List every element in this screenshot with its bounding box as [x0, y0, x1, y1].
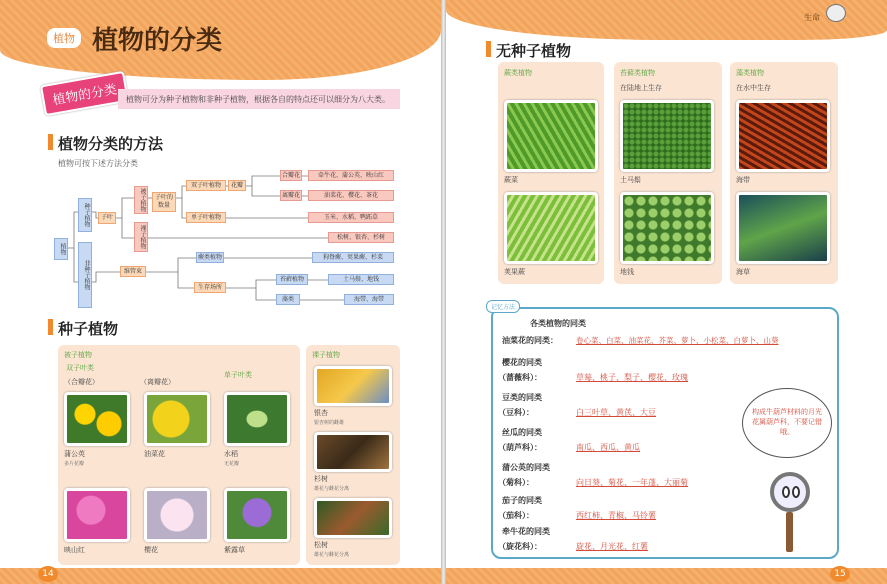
- mem-4-family: （菊科）：: [498, 478, 534, 487]
- intro-text: 植物可分为种子植物和非种子植物，根据各自的特点还可以细分为八大类。: [118, 89, 400, 109]
- algae-title: 藻类植物: [736, 69, 764, 77]
- mem-6-value: 旋花、月光花、红薯: [576, 542, 648, 551]
- algae-desc: 在水中生存: [736, 84, 771, 92]
- tree-angiosperm: 被子植物: [134, 186, 148, 214]
- tree-li: 离瓣花: [282, 192, 301, 199]
- algae-item-1: 海带: [736, 176, 750, 184]
- monocot-label: 单子叶类: [224, 371, 252, 379]
- plant-1-caption: 蒲公英 多片花瓣: [64, 450, 85, 467]
- fern-item-2: 荚果蕨: [504, 268, 525, 276]
- left-page: [0, 0, 441, 584]
- section-badge: 植物的分类: [40, 71, 129, 116]
- tree-habitat: 生存场所: [194, 282, 226, 293]
- gym-2-caption: 杉树 雄花与雌花分离: [314, 475, 350, 492]
- seed-heading: 种子植物: [48, 318, 118, 339]
- mem-1-family: （蔷薇科）：: [498, 373, 542, 382]
- mem-5-key: 茄子的同类: [502, 496, 542, 505]
- photo-ostrich-fern: [504, 192, 598, 264]
- photo-bracken: [504, 100, 598, 172]
- magnifier-handle: [786, 512, 793, 552]
- tree-seed-plants: 种子植物: [78, 198, 92, 232]
- mem-5-family: （茄科）：: [498, 511, 534, 520]
- tree-connectors: [0, 0, 441, 320]
- tree-gymnosperm: 裸子植物: [134, 222, 148, 252]
- choripetal-label: （离瓣花）: [140, 378, 175, 386]
- photo-azalea: [64, 488, 130, 542]
- mem-2-family: （豆科）：: [498, 408, 534, 417]
- tree-result-7: 海带、海带: [344, 294, 394, 305]
- tree-result-3: 玉米、水稻、鸭跖草: [308, 212, 394, 223]
- mem-5-value: 西红柿、青椒、马铃薯: [576, 511, 656, 520]
- photo-rice: [224, 392, 290, 446]
- sympetal-label: （合瓣花）: [64, 378, 99, 386]
- tree-nonseed-plants: 非种子植物: [78, 242, 92, 308]
- magnifier-icon: [770, 472, 810, 512]
- speech-bubble: 构成牛葫芦材料的月光花属葫芦科，不要记错哦。: [742, 388, 832, 458]
- mem-3-key: 丝瓜的同类: [502, 428, 542, 437]
- gymnosperm-title: 裸子植物: [312, 351, 340, 359]
- photo-cherry: [144, 488, 210, 542]
- mem-0-value: 卷心菜、白菜、油菜花、芥菜、萝卜、小松菜、白萝卜、山葵: [576, 336, 779, 345]
- mem-1-key: 樱花的同类: [502, 358, 542, 367]
- bottom-wave-decoration: [0, 568, 441, 584]
- photo-cedar: [314, 432, 392, 472]
- photo-dandelion: [64, 392, 130, 446]
- memory-tag: 记忆方法: [486, 300, 520, 313]
- tree-result-6: 土马鬃、地钱: [328, 274, 394, 285]
- category-tag: 植物: [47, 28, 81, 48]
- plant-5-caption: 樱花: [144, 546, 158, 554]
- mem-3-value: 南瓜、西瓜、黄瓜: [576, 443, 640, 452]
- photo-spiderwort: [224, 488, 290, 542]
- tree-moss: 苔藓植物: [276, 274, 308, 285]
- moss-title: 苔藓类植物: [620, 69, 655, 77]
- tree-vascular: 维管束: [120, 266, 146, 277]
- tree-he: 合瓣花: [282, 172, 301, 179]
- mem-4-key: 蒲公英的同类: [502, 463, 550, 472]
- page-title: 植物的分类: [92, 26, 223, 56]
- tree-ziye-count: 子叶的数量: [152, 192, 176, 212]
- plant-2-caption: 油菜花: [144, 450, 165, 458]
- page-number: 15: [830, 566, 850, 582]
- tree-dicot: 双子叶植物: [186, 180, 226, 191]
- photo-ginkgo: [314, 366, 392, 406]
- life-icon: [826, 4, 846, 22]
- tree-result-4: 松树、银杏、杉树: [328, 232, 394, 243]
- tree-ziye: 子叶: [98, 212, 116, 224]
- moss-item-1: 土马鬃: [620, 176, 641, 184]
- tree-result-5: 狗脊蕨、荚果蕨、杉菜: [312, 252, 394, 263]
- photo-seagrass: [736, 192, 830, 264]
- dicot-label: 双子叶类: [66, 364, 94, 372]
- fern-title: 蕨类植物: [504, 69, 532, 77]
- tree-result-1: 牵牛花、蒲公英、映山红: [308, 170, 394, 181]
- moss-item-2: 地钱: [620, 268, 634, 276]
- photo-kelp: [736, 100, 830, 172]
- mem-3-family: （葫芦科）：: [498, 443, 542, 452]
- mem-6-key: 牵牛花的同类: [502, 527, 550, 536]
- tree-fern: 蕨类植物: [198, 254, 223, 261]
- tree-result-2: 油菜花、樱花、茶花: [308, 190, 394, 201]
- gym-1-caption: 银杏 银杏树的雌雄: [314, 409, 345, 426]
- top-wave-decoration: [446, 0, 887, 40]
- mem-4-value: 向日葵、菊花、一年蓬、大丽菊: [576, 478, 688, 487]
- nonseed-heading: 无种子植物: [486, 40, 571, 61]
- life-label: 生命: [804, 13, 820, 22]
- photo-haircap-moss: [620, 100, 714, 172]
- fern-item-1: 蕨菜: [504, 176, 518, 184]
- angiosperm-title: 被子植物: [64, 351, 92, 359]
- mem-2-key: 豆类的同类: [502, 393, 542, 402]
- tree-root: 植物: [54, 238, 68, 260]
- bottom-wave-decoration: [446, 568, 887, 584]
- photo-pine: [314, 498, 392, 538]
- page-number: 14: [38, 566, 58, 582]
- photo-rapeseed: [144, 392, 210, 446]
- tree-algae: 藻类: [276, 294, 300, 305]
- photo-liverwort: [620, 192, 714, 264]
- method-heading: 植物分类的方法: [48, 133, 163, 154]
- tree-monocot: 单子叶植物: [186, 212, 226, 223]
- memory-title: 各类植物的同类: [530, 319, 586, 328]
- moss-desc: 在陆地上生存: [620, 84, 662, 92]
- mem-2-value: 白三叶草、黄芪、大豆: [576, 408, 656, 417]
- plant-6-caption: 紫露草: [224, 546, 245, 554]
- plant-4-caption: 映山红: [64, 546, 85, 554]
- algae-item-2: 海草: [736, 268, 750, 276]
- tree-petal: 花瓣: [228, 180, 246, 191]
- gym-3-caption: 松树 雄花与雌花分离: [314, 541, 350, 558]
- mem-1-value: 草莓、桃子、梨子、樱花、玫瑰: [576, 373, 688, 382]
- mem-0-key: 油菜花的同类：: [502, 336, 558, 345]
- plant-3-caption: 水稻 无花瓣: [224, 450, 240, 467]
- method-subtitle: 植物可按下述方法分类: [58, 159, 138, 168]
- mem-6-family: （旋花科）：: [498, 542, 542, 551]
